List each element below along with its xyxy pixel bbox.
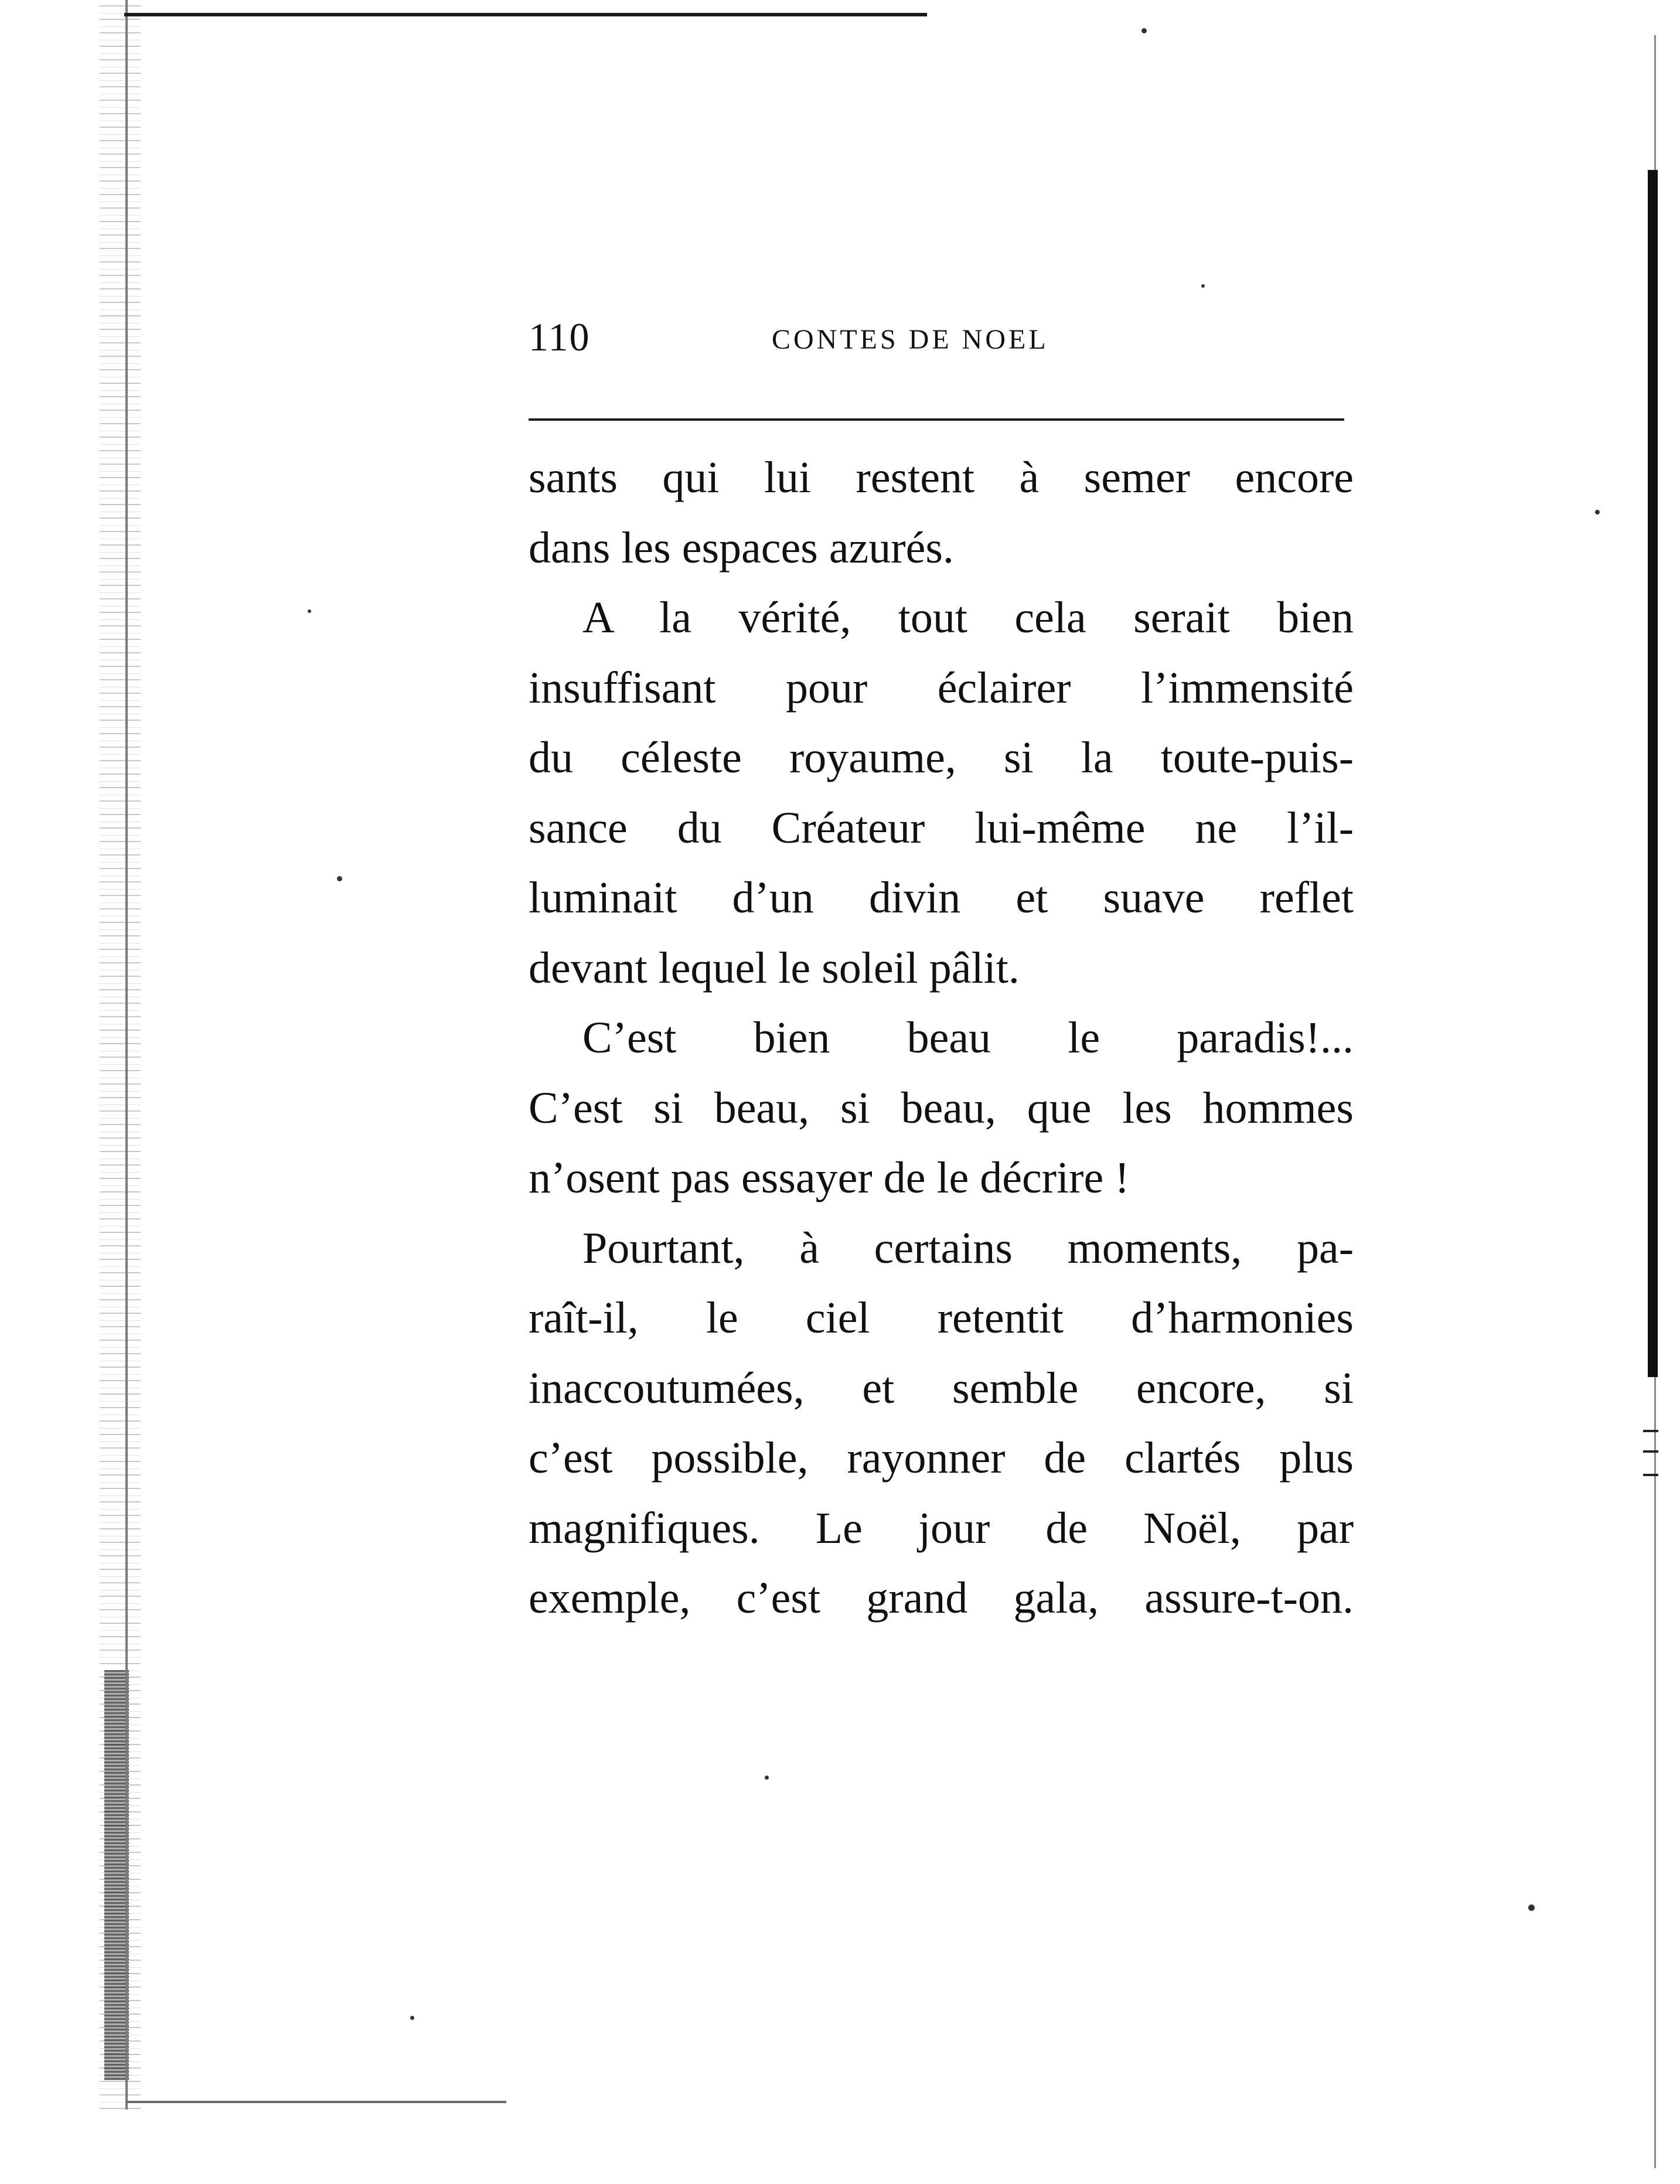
scan-speck xyxy=(410,2016,414,2020)
text-line: c’est possible, rayonner de clartés plus xyxy=(529,1433,1354,1483)
scan-speck xyxy=(1141,28,1147,33)
text-line: sants qui lui restent à semer encore xyxy=(529,453,1354,502)
text-line: C’est si beau, si beau, que les hommes xyxy=(529,1083,1354,1133)
text-line: magnifiques. Le jour de Noël, par xyxy=(529,1503,1354,1553)
text-line: insuffisant pour éclairer l’immensité xyxy=(529,663,1354,713)
edge-mark xyxy=(1643,1450,1658,1453)
running-title: CONTES DE NOEL xyxy=(772,324,1049,355)
scan-speck xyxy=(337,876,342,881)
paragraph xyxy=(529,1214,1354,1634)
text-line: dans les espaces azurés. xyxy=(529,523,954,573)
paragraph xyxy=(529,1003,1354,1214)
scan-speck xyxy=(308,609,311,613)
text-line: raît-il, le ciel retentit d’harmonies xyxy=(529,1293,1354,1343)
text-line: devant lequel le soleil pâlit. xyxy=(529,943,1020,993)
text-line: C’est bien beau le paradis!... xyxy=(582,1013,1354,1062)
text-line: exemple, c’est grand gala, assure-t-on. xyxy=(529,1573,1354,1623)
page-bottom-edge xyxy=(125,2101,506,2103)
body-text xyxy=(529,443,1354,1634)
paragraph xyxy=(529,443,1354,583)
scan-speck xyxy=(765,1776,769,1780)
book-page xyxy=(529,311,1354,1634)
text-line: n’osent pas essayer de le décrire ! xyxy=(529,1153,1130,1202)
page-top-edge xyxy=(124,13,927,16)
text-line: sance du Créateur lui-même ne l’il- xyxy=(529,803,1354,853)
page-number: 110 xyxy=(529,315,591,359)
paragraph xyxy=(529,583,1354,1003)
text-line: inaccoutumées, et semble encore, si xyxy=(529,1363,1354,1413)
page-right-shadow xyxy=(1648,170,1658,1377)
edge-mark xyxy=(1643,1474,1658,1476)
text-line: A la vérité, tout cela serait bien xyxy=(582,593,1354,642)
text-line: du céleste royaume, si la toute-puis- xyxy=(529,733,1354,782)
running-head xyxy=(529,311,1354,367)
edge-mark xyxy=(1643,1430,1658,1432)
text-line: Pourtant, à certains moments, pa- xyxy=(582,1223,1354,1273)
header-rule xyxy=(529,418,1344,421)
scan-speck xyxy=(1595,510,1600,515)
text-line: luminait d’un divin et suave reflet xyxy=(529,873,1354,922)
page-left-edge xyxy=(125,0,128,2110)
scan-speck xyxy=(1201,284,1205,288)
scan-speck xyxy=(1528,1904,1535,1911)
